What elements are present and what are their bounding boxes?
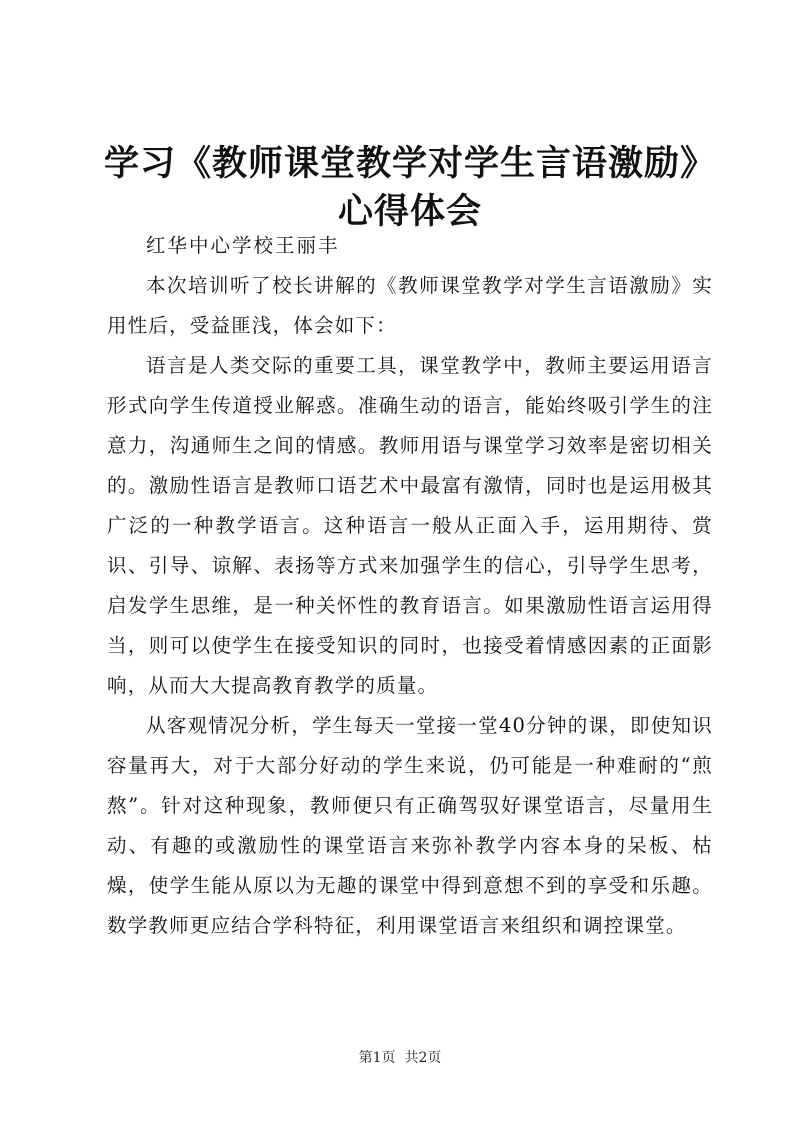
page-title: 学习《教师课堂教学对学生言语激励》心得体会 <box>103 143 716 232</box>
page-footer <box>0 1048 800 1068</box>
paragraph-intro: 本次培训听了校长讲解的《教师课堂教学对学生言语激励》实用性后，受益匪浅，体会如下： <box>107 274 713 337</box>
paragraph-language-importance: 语言是人类交际的重要工具，课堂教学中，教师主要运用语言形式向学生传道授业解惑。准确生动的语言，能始终吸引学生的注意力，沟通师生之间的情感。教师用语与课堂学习效率是密切相关的。激励性语言是教师口语艺术中最富有激情，同时也是运用极其广泛的一种教学语言。这种语言一般从正面入手，运用期待、赏识、引导、谅解、表扬等方式来加强学生的信心，引导学生思考，启发学生思维，是一种关怀性的教育语言。如果激励性语言运用得当，则可以使学生在接受知识的同时，也接受着情感因素的正面影响，从而大大提高教育教学的质量。 <box>107 354 713 697</box>
page-number-label: 第1页 共2页 <box>358 1050 442 1066</box>
paragraph-objective-analysis: 从客观情况分析，学生每天一堂接一堂40分钟的课，即使知识容量再大，对于大部分好动的学生来说，仍可能是一种难耐的“煎熬”。针对这种现象，教师便只有正确驾驭好课堂语言，尽量用生动、有趣的或激励性的课堂语言来弥补教学内容本身的呆板、枯燥，使学生能从原以为无趣的课堂中得到意想不到的享受和乐趣。数学教师更应结合学科特征，利用课堂语言来组织和调控课堂。 <box>107 714 713 937</box>
author-line: 红华中心学校王丽丰 <box>146 234 340 257</box>
document-body <box>107 226 713 946</box>
